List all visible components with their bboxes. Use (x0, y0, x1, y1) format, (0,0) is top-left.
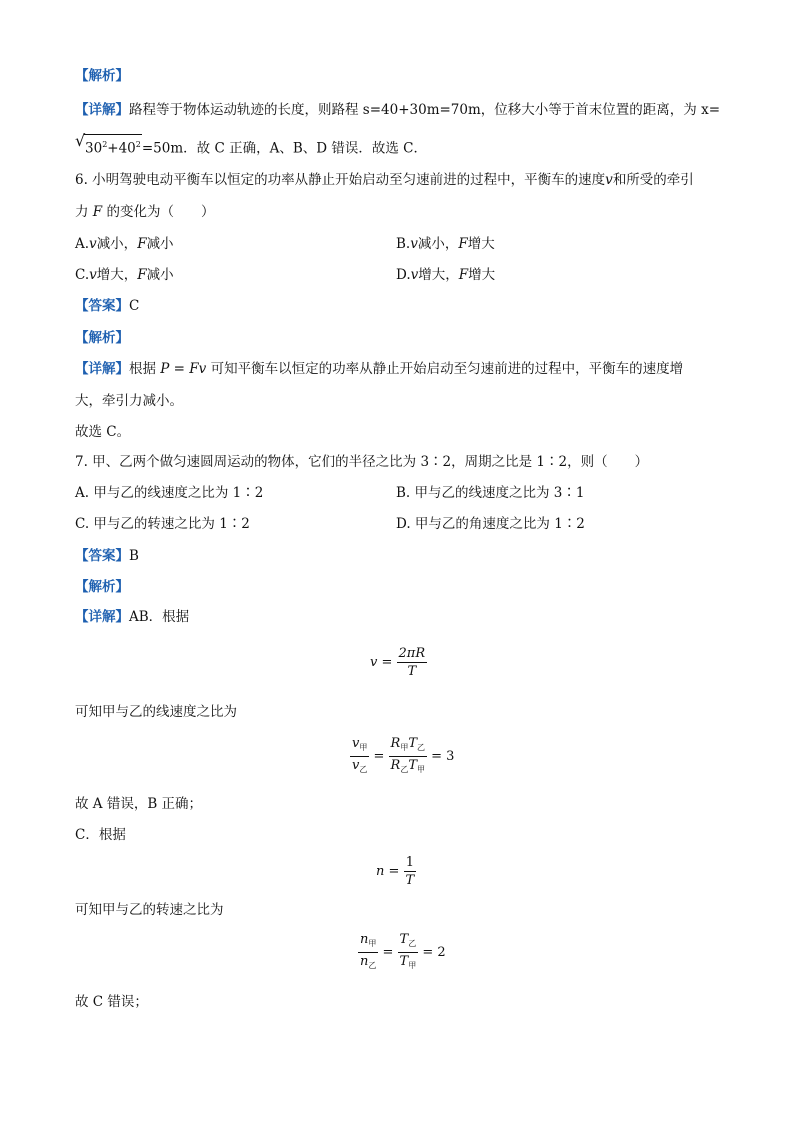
option-var: F (137, 236, 147, 252)
option-letter: D. (396, 267, 411, 283)
q6-option-c[interactable] (75, 265, 174, 285)
q6-var-F: F (92, 204, 103, 220)
q5-detail-line2 (75, 131, 427, 159)
q6-detail-pre: 根据 (129, 361, 156, 377)
option-var: v (410, 236, 418, 252)
q5-conclusion: =50m．故 C 正确，A、B、D 错误．故选 C． (141, 140, 427, 157)
fraction-denominator: $n_乙$ (360, 954, 377, 970)
fraction (397, 646, 428, 679)
q6-stem-text: 6. 小明驾驶电动平衡车以恒定的功率从静止开始启动至匀速前进的过程中，平衡车的速度 (75, 172, 606, 188)
fraction-numerator: $n_甲$ (358, 932, 378, 953)
fraction-numerator: $T_乙$ (398, 932, 419, 953)
q6-stem-pre: 力 (75, 204, 89, 220)
option-letter: B. (396, 236, 411, 252)
option-text: 减小， (96, 236, 138, 252)
option-var: v (89, 236, 97, 252)
equation-rotation-ratio: $\frac{n_甲}{n_乙}$ = $\frac{T_乙}{T_甲}$ = 2 (358, 932, 446, 973)
q6-detail-text: 可知平衡车以恒定的功率从静止开始启动至匀速前进的过程中，平衡车的速度增 (210, 361, 684, 377)
q7-option-b[interactable]: B. 甲与乙的线速度之比为 3∶1 (396, 485, 585, 501)
q7-detail-ab (75, 607, 189, 627)
q7-detail-c: C．根据 (75, 827, 126, 843)
option-letter: C. (75, 267, 90, 283)
eq-result: = 3 (431, 749, 455, 764)
equation-linear-speed: v = $\frac{2\pi R}{T}$ (370, 646, 426, 679)
option-text: 增大， (96, 267, 138, 283)
sqrt-exp-b: 2 (135, 140, 141, 149)
q6-answer (75, 296, 139, 316)
fraction-numerator: 2πR (398, 646, 426, 661)
q5-sqrt-expression: √ $30^2+40^2$ (75, 131, 141, 157)
eq-result: = 2 (422, 945, 446, 960)
eq-var: v (370, 655, 378, 670)
option-text: 增大， (418, 267, 459, 283)
fraction-denominator: $T_甲$ (399, 954, 417, 970)
q7-option-a[interactable]: A. 甲与乙的线速度之比为 1∶2 (75, 485, 264, 501)
sqrt-term-a: 30 (85, 140, 103, 157)
option-var: F (458, 267, 469, 283)
q7-answer-value: B (129, 548, 139, 564)
q6-stem-tail: 和所受的牵引 (612, 172, 694, 188)
option-text: 增大 (467, 236, 495, 252)
equation-speed-ratio: $\frac{v_甲}{v_乙}$ = $\frac{R_甲T_乙}{R_乙T_甲}$ = 3 (350, 736, 454, 777)
option-text: 增大 (468, 267, 496, 283)
analysis-label: 【解析】 (75, 68, 129, 84)
fraction (350, 736, 369, 777)
option-var: F (458, 236, 468, 252)
q5-detail-text: 路程等于物体运动轨迹的长度，则路程 s=40+30m=70m，位移大小等于首末位置的距离，为 x= (129, 102, 721, 118)
fraction-denominator: T (405, 873, 415, 888)
option-var: F (137, 267, 147, 283)
q6-stem-line1 (75, 170, 694, 190)
q6-option-a[interactable] (75, 234, 174, 254)
answer-label: 【答案】 (75, 548, 129, 564)
eq-var: n (376, 864, 385, 879)
sqrt-term-b: 40 (118, 140, 136, 157)
q7-option-c[interactable]: C. 甲与乙的转速之比为 1∶2 (75, 516, 250, 532)
fraction-numerator: $R_甲T_乙$ (389, 736, 427, 757)
fraction (389, 736, 427, 777)
q7-answer (75, 546, 139, 566)
q7-text-n-ratio: 可知甲与乙的转速之比为 (75, 902, 224, 918)
q6-power-formula: P = Fv (160, 361, 207, 377)
option-var: v (410, 267, 419, 283)
detail-label: 【详解】 (75, 609, 129, 625)
q6-option-b[interactable] (396, 234, 495, 254)
q7-conclusion-ab: 故 A 错误，B 正确； (75, 796, 203, 812)
fraction (398, 932, 419, 973)
fraction (404, 855, 417, 888)
fraction-denominator: $v_乙$ (352, 758, 368, 774)
q5-detail-line1 (75, 100, 720, 120)
option-letter: A. (75, 236, 90, 252)
option-text: 减小， (417, 236, 459, 252)
equation-rotation-speed: n = $\frac{1}{T}$ (376, 855, 415, 888)
q6-analysis-label: 【解析】 (75, 330, 129, 346)
fraction-numerator: 1 (405, 855, 415, 870)
fraction-numerator: $v_甲$ (350, 736, 369, 757)
q6-option-d[interactable] (396, 265, 495, 285)
q7-conclusion-c: 故 C 错误； (75, 994, 148, 1010)
detail-label: 【详解】 (75, 361, 129, 377)
q6-var-v: v (605, 172, 613, 188)
q6-answer-value: C (129, 298, 140, 314)
sqrt-exp-a: 2 (102, 140, 108, 149)
q6-stem-line2 (75, 202, 214, 222)
option-var: v (89, 267, 97, 283)
answer-label: 【答案】 (75, 298, 129, 314)
q6-detail-line1 (75, 359, 683, 379)
q7-analysis-label: 【解析】 (75, 579, 129, 595)
q7-option-d[interactable]: D. 甲与乙的角速度之比为 1∶2 (396, 516, 585, 532)
detail-label: 【详解】 (75, 102, 129, 118)
q6-stem-tail2: 的变化为（ ） (106, 204, 215, 220)
fraction-denominator: T (407, 664, 417, 679)
q7-text-v-ratio: 可知甲与乙的线速度之比为 (75, 704, 237, 720)
option-text: 减小 (146, 236, 174, 252)
q6-conclusion: 故选 C。 (75, 424, 131, 440)
q6-detail-line2: 大，牵引力减小。 (75, 393, 183, 409)
option-text: 减小 (146, 267, 174, 283)
fraction-denominator: $R_乙T_甲$ (390, 758, 425, 774)
q7-detail-ab-text: AB．根据 (129, 609, 190, 625)
fraction (358, 932, 378, 973)
q7-stem: 7. 甲、乙两个做匀速圆周运动的物体，它们的半径之比为 3∶2，周期之比是 1∶2，则（ ） (75, 454, 649, 470)
